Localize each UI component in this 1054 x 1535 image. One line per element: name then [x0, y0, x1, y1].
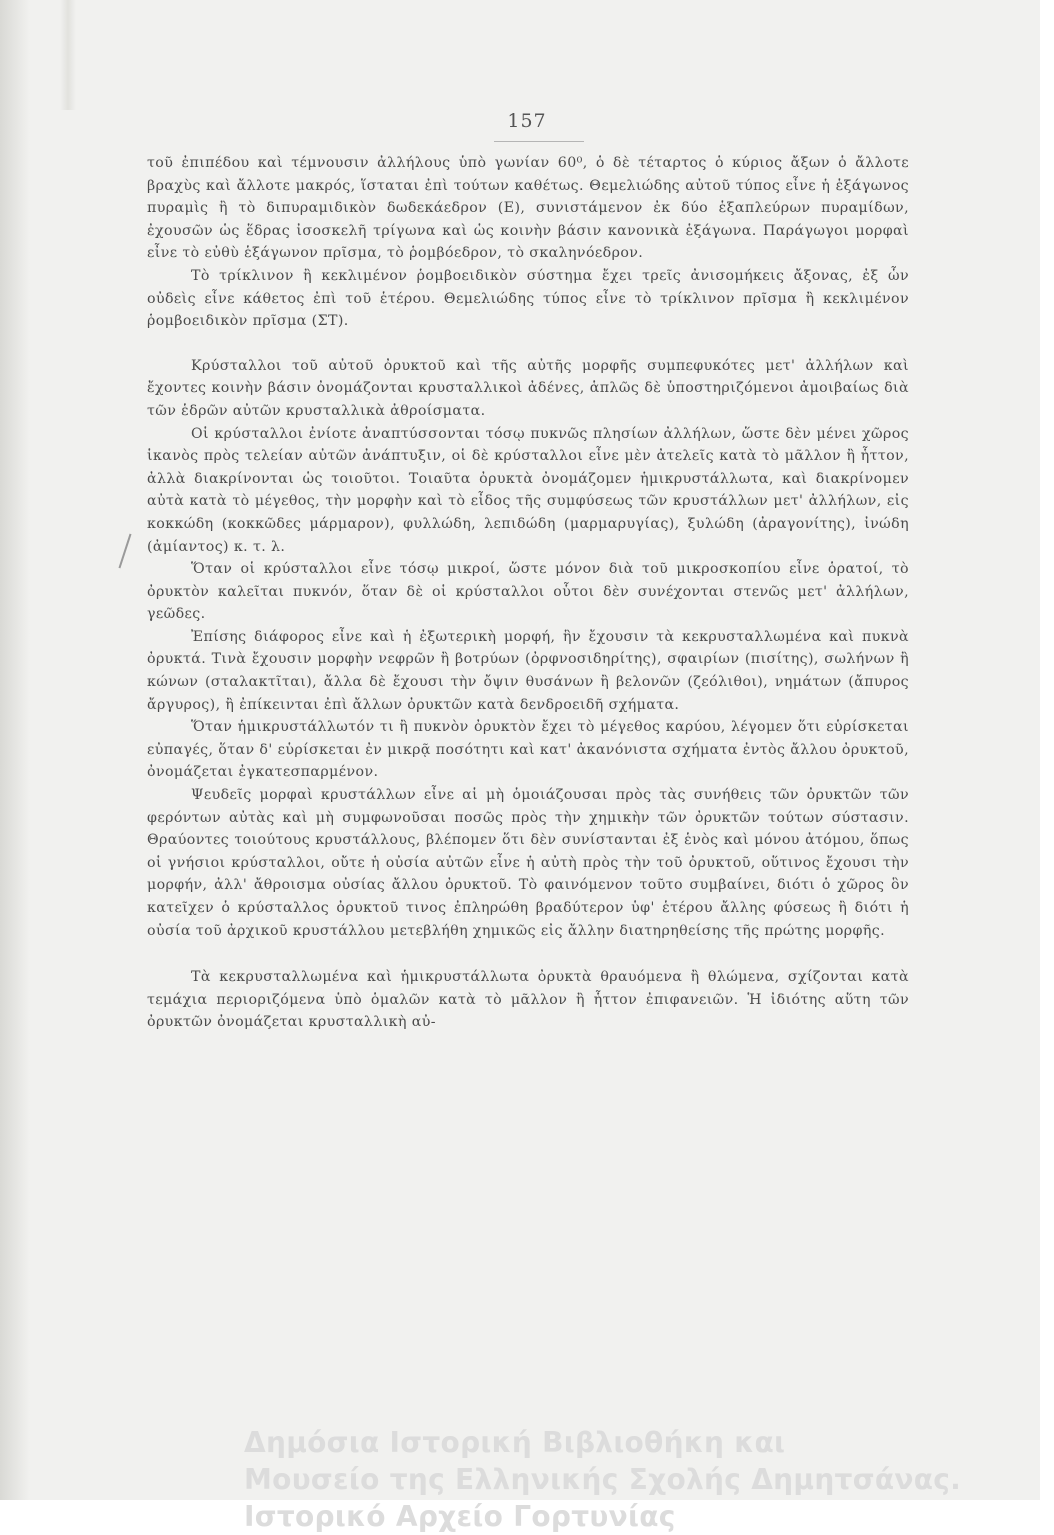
- watermark-line: Δημόσια Ιστορική Βιβλιοθήκη και: [244, 1426, 786, 1459]
- paragraph: Ὅταν ἡμικρυστάλλωτόν τι ἢ πυκνὸν ὀρυκτὸν ἔχει τὸ μέγεθος καρύου, λέγομεν ὅτι εὑρίσκεται εὐπαγές, ὅταν δ' εὑρίσκεται ἐν μικρᾷ ποσότητι καὶ κατ' ἀκανόνιστα σχήματα ἐντὸς ἄλλου ὀρυκτοῦ, ὀνομάζεται ἐγκατεσπαρμένον.: [147, 719, 909, 781]
- paragraph: Κρύσταλλοι τοῦ αὐτοῦ ὀρυκτοῦ καὶ τῆς αὐτῆς μορφῆς συμπεφυκότες μετ' ἀλλήλων καὶ ἔχοντες κοινὴν βάσιν ὀνομάζονται κρυσταλλικοὶ ἀδένες, ἁπλῶς δὲ ὑποστηριζόμενοι ἀμοιβαίως διὰ τῶν ἑδρῶν αὐτῶν κρυσταλλικὰ ἀθροίσματα.: [147, 357, 909, 419]
- page-number: 157: [507, 110, 547, 132]
- watermark-line: Ιστορικό Αρχείο Γορτυνίας: [244, 1500, 676, 1533]
- paragraph: Τὰ κεκρυσταλλωμένα καὶ ἡμικρυστάλλωτα ὀρυκτὰ θραυόμενα ἢ θλώμενα, σχίζονται κατὰ τεμάχια περιοριζόμενα ὑπὸ ὁμαλῶν κατὰ τὸ μᾶλλον ἢ ἧττον ἐπιφανειῶν. Ἡ ἰδιότης αὕτη τῶν ὀρυκτῶν ὀνομάζεται κρυσταλλικὴ αὐ-: [147, 969, 909, 1031]
- paragraph: Οἱ κρύσταλλοι ἐνίοτε ἀναπτύσσονται τόσῳ πυκνῶς πλησίων ἀλλήλων, ὥστε δὲν μένει χῶρος ἱκανὸς πρὸς τελείαν αὐτῶν ἀνάπτυξιν, οἱ δὲ κρύσταλλοι εἶνε μὲν ἀτελεῖς κατὰ τὸ μᾶλλον ἢ ἧττον, ἀλλὰ διακρίνονται ὡς τοιοῦτοι. Τοιαῦτα ὀρυκτὰ ὀνομάζομεν ἡμικρυστάλλωτα, καὶ διακρίνομεν αὐτὰ κατὰ τὸ μέγεθος, τὴν μορφὴν καὶ τὸ εἶδος τῆς συμφύσεως τῶν κρυστάλλων μετ' ἀλλήλων, εἰς κοκκώδη (κοκκῶδες μάρμαρον), φυλλώδη, λεπιδώδη (μαρμαρυγίας), ξυλώδη (ἀραγονίτης), ἰνώδη (ἀμίαντος) κ. τ. λ.: [147, 425, 909, 555]
- page-crease: [60, 0, 76, 110]
- watermark-line: Μουσείο της Ελληνικής Σχολής Δημητσάνας.: [244, 1463, 962, 1496]
- paragraph: Ἐπίσης διάφορος εἶνε καὶ ἡ ἐξωτερικὴ μορφή, ἣν ἔχουσιν τὰ κεκρυσταλλωμένα καὶ πυκνὰ ὀρυκτά. Τινὰ ἔχουσιν μορφὴν νεφρῶν ἢ βοτρύων (ὀρφνοσιδηρίτης), σφαιρίων (πισίτης), σωλήνων ἢ κώνων (σταλακτῖται), ἄλλα δὲ ἔχουσι τὴν ὄψιν θυσάνων ἢ βελονῶν (ζεόλιθοι), νημάτων (ἄπυρος ἄργυρος), ἢ ἐπίκεινται ἐπὶ ἄλλων ὀρυκτῶν κατὰ δενδροειδῆ σχήματα.: [147, 628, 909, 713]
- page-number-rule: [494, 141, 584, 142]
- body-text: [147, 152, 909, 1034]
- paragraph: Τὸ τρίκλινον ἢ κεκλιμένον ῥομβοειδικὸν σύστημα ἔχει τρεῖς ἀνισομήκεις ἄξονας, ἐξ ὧν οὐδεὶς εἶνε κάθετος ἐπὶ τοῦ ἑτέρου. Θεμελιώδης τύπος εἶνε τὸ τρίκλινον πρῖσμα ἢ κεκλιμένον ῥομβοειδικὸν πρῖσμα (ΣΤ).: [147, 267, 909, 330]
- margin-pencil-mark: [118, 534, 131, 569]
- page-fold-shadow: [0, 0, 30, 1500]
- library-watermark: [244, 1424, 1044, 1535]
- paragraph: Ὅταν οἱ κρύσταλλοι εἶνε τόσῳ μικροί, ὥστε μόνον διὰ τοῦ μικροσκοπίου εἶνε ὁρατοί, τὸ ὀρυκτὸν καλεῖται πυκνόν, ὅταν δὲ οἱ κρύσταλλοι οὗτοι δὲν συνέχονται στενῶς μετ' ἀλλήλων, γεῶδες.: [147, 561, 909, 623]
- paragraph: τοῦ ἐπιπέδου καὶ τέμνουσιν ἀλλήλους ὑπὸ γωνίαν 60⁰, ὁ δὲ τέταρτος ὁ κύριος ἄξων ὁ ἄλλοτε βραχὺς καὶ ἄλλοτε μακρός, ἵσταται ἐπὶ τούτων καθέτως. Θεμελιώδης αὐτοῦ τύπος εἶνε ἡ ἑξάγωνος πυραμὶς ἢ τὸ διπυραμιδικὸν δωδεκάεδρον (Ε), συνιστάμενον ἐκ δύο ἑξαπλεύρων πυραμίδων, ἐχουσῶν ὡς ἕδρας ἰσοσκελῆ τρίγωνα καὶ ὡς κοινὴν βάσιν κανονικὰ ἑξάγωνα. Παράγωγοι μορφαὶ εἶνε τὸ εὐθὺ ἑξάγωνον πρῖσμα, τὸ ῥομβόεδρον, τὸ σκαληνόεδρον.: [147, 155, 909, 262]
- paragraph: Ψευδεῖς μορφαὶ κρυστάλλων εἶνε αἱ μὴ ὁμοιάζουσαι πρὸς τὰς συνήθεις τῶν ὀρυκτῶν τῶν φερόντων αὐτὰς καὶ μὴ συμφωνοῦσαι ποσῶς πρὸς τὴν χημικὴν τῶν ὀρυκτῶν τούτων σύστασιν. Θραύοντες τοιούτους κρυστάλλους, βλέπομεν ὅτι δὲν συνίστανται ἐξ ἑνὸς καὶ μόνου ἀτόμου, ὅπως οἱ γνήσιοι κρύσταλλοι, οὔτε ἡ οὐσία αὐτῶν εἶνε ἡ αὐτὴ πρὸς τὴν τοῦ ὀρυκτοῦ, οὕτινος ἔχουσι τὴν μορφήν, ἀλλ' ἄθροισμα οὐσίας ἄλλου ὀρυκτοῦ. Τὸ φαινόμενον τοῦτο συμβαίνει, διότι ὁ χῶρος ὃν κατεῖχεν ὁ κρύσταλλος ὀρυκτοῦ τινος ἐπληρώθη βραδύτερον ὑφ' ἑτέρου ἄλλης φύσεως ἢ διότι ἡ οὐσία τοῦ ἀρχικοῦ κρυστάλλου μετεβλήθη χημικῶς εἰς ἄλλην διατηρηθείσης τῆς πρώτης μορφῆς.: [147, 787, 909, 939]
- page-edge: [1040, 0, 1054, 1500]
